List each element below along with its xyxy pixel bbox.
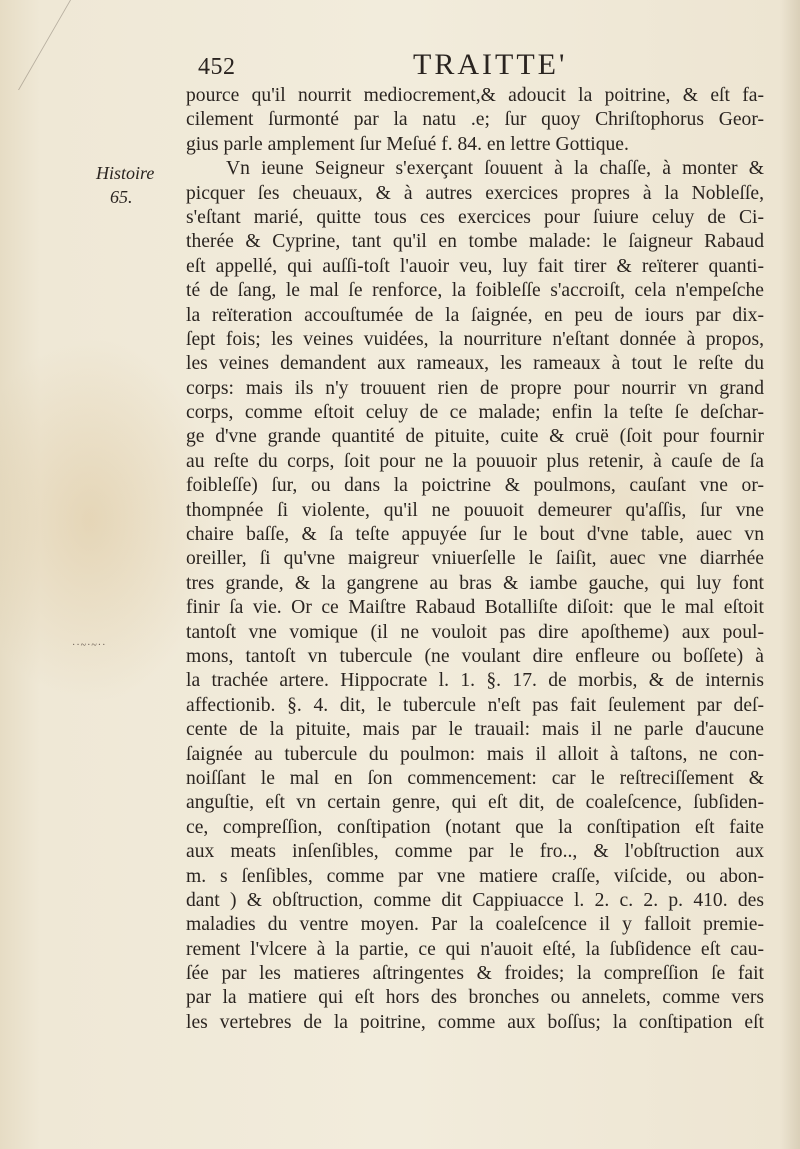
margin-ornament: ··~·~·· (72, 640, 107, 651)
text-line: anguſtie, eſt vn certain genre, qui eſt dit, de coaleſcence, ſubſiden- (186, 792, 764, 814)
text-line: ſée par les matieres aſtringentes & froides; la compreſſion ſe fait (186, 963, 764, 985)
text-line: maladies du ventre moyen. Par la coaleſcence il y falloit premie- (186, 914, 764, 936)
text-line: les veines demandent aux rameaux, les rameaux à tout le reſte du (186, 353, 764, 375)
text-line: cente de la pituite, mais par le trauail: mais il ne parle d'aucune (186, 719, 764, 741)
text-line: rement l'vlcere à la partie, ce qui n'auoit eſté, la ſubſidence eſt cau- (186, 938, 764, 960)
text-line: therée & Cyprine, tant qu'il en tombe malade: le ſaigneur Rabaud (186, 231, 764, 253)
text-line: Vn ieune Seigneur s'exerçant ſouuent à la chaſſe, à monter & (226, 158, 764, 180)
margin-note-number: 65. (110, 187, 133, 207)
text-line: les vertebres de la poitrine, comme aux boſſus; la conſtipation eſt (186, 1011, 764, 1033)
text-line: aux meats inſenſibles, comme par le fro.., & l'obſtruction aux (186, 841, 764, 863)
text-line: picquer ſes cheuaux, & à autres exercices propres à la Nobleſſe, (186, 182, 764, 204)
text-line: foibleſſe) ſur, ou dans la poictrine & poulmons, cauſant vne or- (186, 475, 764, 497)
text-line: corps, comme eſtoit celuy de ce malade; enfin la teſte ſe deſchar- (186, 402, 764, 424)
text-line: s'eſtant marié, quitte tous ces exercices pour ſuiure celuy de Ci- (186, 206, 764, 228)
running-title: TRAITTE' (413, 48, 568, 81)
page-header (198, 48, 758, 84)
margin-note-histoire: Histoire (96, 163, 155, 183)
text-line: ce, compreſſion, conſtipation (notant que la conſtipation eſt faite (186, 816, 764, 838)
text-line: la trachée artere. Hippocrate l. 1. §. 17. de morbis, & de internis (186, 670, 764, 692)
text-line: affectionib. §. 4. dit, le tubercule n'eſt pas fait ſeulement par deſ- (186, 694, 764, 716)
text-line: ge d'vne grande quantité de pituite, cuite & cruë (ſoit pour fournir (186, 426, 764, 448)
text-line: eſt appellé, qui auſſi-toſt l'auoir veu, luy fait tirer & reïterer quanti- (186, 255, 764, 277)
text-line: dant ) & obſtruction, comme dit Cappiuacce l. 2. c. 2. p. 410. des (186, 889, 764, 911)
text-line: mons, tantoſt vn tubercule (ne voulant dire enfleure ou boſſete) à (186, 645, 764, 667)
text-line: finir ſa vie. Or ce Maiſtre Rabaud Botalliſte diſoit: que le mal eſtoit (186, 597, 764, 619)
text-line: té de ſang, le mal ſe renforce, la foibleſſe s'accroiſt, cela n'empeſche (186, 280, 764, 302)
text-line: ſept fois; les veines vuidées, la nourriture n'eſtant donnée à propos, (186, 328, 764, 350)
text-line: tantoſt vne vomique (il ne vouloit pas dire apoſtheme) aux poul- (186, 621, 764, 643)
text-line: tres grande, & la gangrene au bras & iambe gauche, qui luy font (186, 572, 764, 594)
text-line: gius parle amplement ſur Meſué f. 84. en lettre Gottique. (186, 133, 629, 155)
text-line: thompnée ſi violente, qu'il ne pouuoit demeurer qu'aſſis, ſur vne (186, 499, 764, 521)
text-line: par la matiere qui eſt hors des bronches ou annelets, comme vers (186, 987, 764, 1009)
text-line: corps: mais ils n'y trouuent rien de propre pour nourrir vn grand (186, 377, 764, 399)
text-line: pource qu'il nourrit mediocrement,& adoucit la poitrine, & eſt fa- (186, 85, 764, 106)
text-line: noiſſant le mal en ſon commencement: car le reſtreciſſement & (186, 767, 764, 789)
text-line: chaire baſſe, & ſa teſte appuyée ſur le bout d'vne table, auec vn (186, 524, 764, 546)
text-line: la reïteration accouſtumée de la ſaignée, en peu de iours par dix- (186, 304, 764, 326)
text-line: ſaignée au tubercule du poulmon: mais il alloit à taſtons, ne con- (186, 743, 764, 765)
page-corner-fold (0, 0, 71, 90)
text-line: au reſte du corps, ſoit pour ne la pouuoir plus retenir, à cauſe de ſa (186, 450, 764, 472)
text-line: cilement ſurmonté par la natu .e; ſur quoy Chriſtophorus Geor- (186, 109, 764, 131)
body-text (186, 84, 764, 1035)
text-line: m. s ſenſibles, comme par vne matiere craſſe, viſcide, ou abon- (186, 865, 764, 887)
text-line: oreiller, ſi qu'vne maigreur vniuerſelle le ſaiſit, auec vne diarrhée (186, 548, 764, 570)
page-number: 452 (198, 54, 236, 80)
